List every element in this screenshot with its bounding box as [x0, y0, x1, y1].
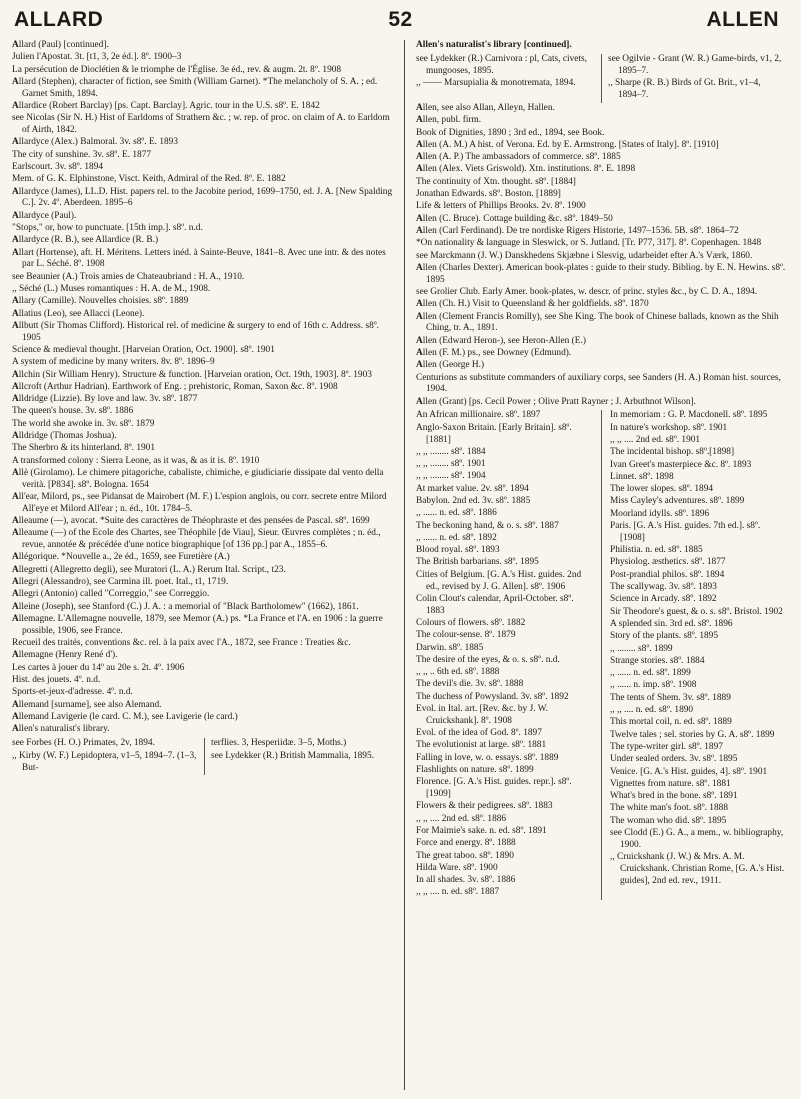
catalogue-entry: Recueil des traités, conventions &c. rel. à la paix avec l'A., 1872, see France : Treaties &c.	[12, 638, 351, 649]
work-entry: Under sealed orders. 3v. s8º. 1895	[610, 754, 738, 765]
catalogue-entry: Allen (Grant) [ps. Cecil Power ; Olive Pratt Rayner ; J. Arbuthnot Wilson].	[416, 396, 696, 407]
work-entry: An African millionaire. s8º. 1897	[416, 410, 541, 421]
work-entry: The evolutionist at large. s8º. 1881	[416, 740, 547, 751]
catalogue-entry: Allary (Camille). Nouvelles choisies. s8º. 1889	[12, 296, 189, 307]
catalogue-entry: Allen's naturalist's library.	[12, 724, 110, 735]
catalogue-entry: Allart (Hortense), aft. H. Méritens. Letters inéd. à Sainte-Beuve, 1841–8. Avec une intr. & des notes par L. Séché. 8º. 1908	[12, 247, 386, 270]
work-entry: The lower slopes. s8º. 1894	[610, 484, 714, 495]
catalogue-entry: The city of sunshine. 3v. s8º. E. 1877	[12, 149, 152, 160]
catalogue-entry: Allatius (Leo), see Allacci (Leone).	[12, 308, 145, 319]
work-entry: The duchess of Powysland. 3v. s8º. 1892	[416, 691, 569, 702]
work-entry: Cities of Belgium. [G. A.'s Hist. guides. 2nd ed., revised by J. G. Allen]. s8º. 1906	[416, 569, 582, 592]
work-entry: Story of the plants. s8º. 1895	[610, 631, 719, 642]
catalogue-entry: Alldridge (Lizzie). By love and law. 3v. s8º. 1877	[12, 394, 198, 405]
right-top-subcolumns	[416, 54, 786, 103]
catalogue-entry: Allen (A. P.) The ambassadors of commerce. s8º. 1885	[416, 152, 621, 163]
work-entry: ,, ,, .... n. ed. s8º. 1890	[610, 705, 694, 716]
catalogue-entry: Allardyce (R. B.), see Allardice (R. B.)	[12, 235, 159, 246]
work-entry: Force and energy. 8º. 1888	[416, 838, 516, 849]
sub-entry: ,, Kirby (W. F.) Lepidoptera, v1–5, 1894–7. (1–3, But-	[12, 750, 197, 773]
work-entry: see Clodd (E.) G. A., a mem., w. bibliography, 1900.	[610, 828, 784, 850]
work-entry: Physiolog. æsthetics. s8º. 1877	[610, 557, 726, 568]
work-entry: Colin Clout's calendar, April-October. s8º. 1883	[416, 593, 574, 616]
work-entry: Miss Cayley's adventures. s8º. 1899	[610, 496, 745, 507]
catalogue-entry: The world she awoke in. 3v. s8º. 1879	[12, 418, 155, 429]
catalogue-entry: The Sherbro & its hinterland. 8º. 1901	[12, 443, 156, 454]
catalogue-entry: Sports-et-jeux-d'adresse. 4º. n.d.	[12, 687, 133, 698]
work-entry: ,, ,, .... 2nd ed. s8º. 1901	[610, 435, 701, 445]
sub-entry: see Forbes (H. O.) Primates, 2v, 1894.	[12, 737, 155, 748]
catalogue-entry: Allard (Stephen), character of fiction, see Smith (William Garnet). *The melancholy of S. A. ; ed. Garnet Smith, 1894.	[12, 76, 378, 99]
work-entry: The colour-sense. 8º. 1879	[416, 630, 516, 641]
work-entry: ,, ........ s8º. 1899	[610, 643, 673, 654]
work-entry: Science in Arcady. s8º. 1892	[610, 594, 717, 605]
catalogue-entry: Allegretti (Allegretto degli), see Muratori (L. A.) Rerum Ital. Script., t23.	[12, 564, 286, 575]
catalogue-entry: Allégorique. *Nouvelle a., 2e éd., 1659, see Furetière (A.)	[12, 552, 230, 563]
work-entry: Evol. of the idea of God. 8º. 1897	[416, 728, 542, 739]
work-entry: ,, ,, .. 6th ed. s8º. 1888	[416, 667, 500, 678]
left-subcolumn-1	[12, 738, 204, 775]
work-entry: Colours of flowers. s8º. 1882	[416, 617, 526, 628]
catalogue-entry: Allemagne (Henry René d').	[12, 650, 118, 661]
work-entry: For Maimie's sake. n. ed. s8º. 1891	[416, 826, 547, 836]
work-entry: Flowers & their pedigrees. s8º. 1883	[416, 801, 553, 812]
catalogue-entry: Allard (Paul) [continued].	[12, 40, 109, 50]
works-subcolumn-1	[416, 410, 601, 899]
work-entry: Blood royal. s8º. 1893	[416, 545, 500, 556]
catalogue-entry: Alldridge (Thomas Joshua).	[12, 431, 117, 441]
catalogue-entry: "Stops," or, how to punctuate. [15th imp.]. s8º. n.d.	[12, 222, 203, 233]
work-entry: What's bred in the bone. s8º. 1891	[610, 791, 738, 802]
work-entry: ,, ,, ........ s8º. 1901	[416, 459, 486, 470]
catalogue-entry: Allardyce (James), LL.D. Hist. papers rel. to the Jacobite period, 1699–1750, ed. J. A. [New Spalding C.]. 2v. 4º. Aberdeen. 1895–6	[12, 186, 393, 209]
running-head-left: ALLARD	[14, 8, 104, 31]
catalogue-entry: Allardice (Robert Barclay) [ps. Capt. Barclay]. Agric. tour in the U.S. s8º. E. 1842	[12, 100, 320, 111]
catalogue-entry: Earlscourt. 3v. s8º. 1894	[12, 161, 104, 172]
left-subcolumns	[12, 738, 396, 775]
catalogue-entry: Allen, publ. firm.	[416, 115, 482, 126]
catalogue-entry: The continuity of Xtn. thought. s8º. [1884]	[416, 176, 576, 187]
catalogue-entry: Mem. of G. K. Elphinstone, Visct. Keith, Admiral of the Red. 8º. E. 1882	[12, 174, 286, 185]
work-entry: Sir Theodore's guest, & o. s. s8º. Bristol. 1902	[610, 606, 783, 617]
work-entry: Vignettes from nature. s8º. 1881	[610, 778, 731, 789]
sub-entry: see Lydekker (R.) British Mammalia, 1895.	[211, 750, 374, 761]
work-entry: ,, ...... n. imp. s8º. 1908	[610, 680, 697, 691]
work-entry: ,, ...... n. ed. s8º. 1899	[610, 668, 691, 679]
catalogue-entry: Centurions as substitute commanders of auxiliary corps, see Sanders (H. A.) Roman hist. sources, 1904.	[416, 372, 781, 395]
catalogue-entry: Allen (Carl Ferdinand). De tre nordiske Rigers Historie, 1497–1536. 5B. s8º. 1864–72	[416, 225, 739, 236]
work-entry: ,, ...... n. ed. s8º. 1886	[416, 508, 497, 519]
left-entries	[12, 40, 396, 736]
work-entry: Darwin. s8º. 1885	[416, 642, 484, 653]
catalogue-entry: Book of Dignities, 1890 ; 3rd ed., 1894, see Book.	[416, 127, 605, 138]
work-entry: Linnet. s8º. 1898	[610, 471, 674, 482]
work-entry: The incidental bishop. s8º.[1898]	[610, 447, 735, 458]
page-number: 52	[388, 8, 413, 31]
work-entry: The desire of the eyes, & o. s. s8º. n.d.	[416, 654, 560, 665]
catalogue-entry: The queen's house. 3v. s8º. 1886	[12, 406, 134, 417]
catalogue-entry: Julien l'Apostat. 3t. [t1, 3, 2e éd.]. 8º. 1900–3	[12, 52, 182, 63]
catalogue-entry: Hist. des jouets. 4º. n.d.	[12, 674, 101, 685]
catalogue-entry: Alleaume (—), avocat. *Suite des caractères de Théophraste et des pensées de Pascal. s8º. 1699	[12, 516, 370, 527]
work-entry: Babylon. 2nd ed. 3v. s8º. 1885	[416, 495, 531, 506]
catalogue-entry: Allen (Clement Francis Romilly), see She King. The book of Chinese ballads, known as the Shih Ching, tr. A., 1891.	[416, 311, 779, 334]
catalogue-entry: Allchin (Sir William Henry). Structure & function. [Harveian oration, Oct. 19th, 1903]. 8º. 1903	[12, 369, 372, 380]
catalogue-entry: see Beaunier (A.) Trois amies de Chateaubriand : H. A., 1910.	[12, 271, 245, 282]
work-entry: The type-writer girl. s8º. 1897	[610, 741, 723, 752]
right-top-subcolumn-2	[601, 54, 786, 103]
right-entries	[416, 103, 786, 408]
catalogue-entry: Allen (A. M.) A hist. of Verona. Ed. by E. Armstrong. [States of Italy]. 8º. [1910]	[416, 139, 719, 150]
work-entry: Twelve tales ; sel. stories by G. A. s8º. 1899	[610, 729, 775, 740]
work-entry: Anglo-Saxon Britain. [Early Britain]. s8º. [1881]	[416, 422, 572, 445]
catalogue-entry: Les cartes à jouer du 14º au 20e s. 2t. 4º. 1906	[12, 662, 185, 673]
catalogue-entry: Allen (Alex. Viets Griswold). Xtn. institutions. 8º. E. 1898	[416, 164, 636, 175]
catalogue-entry: Life & letters of Phillips Brooks. 2v. 8º. 1900	[416, 201, 586, 212]
catalogue-entry: Allemand Lavigerie (le card. C. M.), see Lavigerie (le card.)	[12, 711, 238, 722]
works-subcolumn-2	[601, 410, 786, 899]
catalogue-entry: Allen (Edward Heron-), see Heron-Allen (E.)	[416, 335, 586, 346]
catalogue-entry: Allegri (Alessandro), see Carmina ill. poet. Ital., t1, 1719.	[12, 577, 229, 588]
catalogue-entry: Alleine (Joseph), see Stanford (C.) J. A. : a memorial of "Black Bartholomew" (1662), 1861.	[12, 601, 359, 612]
catalogue-entry: see Grolier Club. Early Amer. book-plates, w. descr. of princ. styles &c., by C. D. A., 1894.	[416, 286, 758, 297]
catalogue-entry: Allbutt (Sir Thomas Clifford). Historical rel. of medicine & surgery to end of 16th c. Address. s8º. 1905	[12, 320, 379, 343]
work-entry: The beckoning hand, & o. s. s8º. 1887	[416, 520, 559, 531]
right-column	[416, 40, 786, 900]
catalogue-entry: A transformed colony : Sierra Leone, as it was, & as it is. 8º. 1910	[12, 455, 260, 466]
catalogue-entry: *On nationality & language in Sleswick, or S. Jutland. [Tr. P77, 317]. 8º. Copenhagen. 1848	[416, 238, 762, 249]
catalogue-entry: see Marckmann (J. W.) Danskhedens Skjæbne i Slesvig, udarbeidet efter A.'s Værk, 1860.	[416, 250, 753, 261]
work-entry: The woman who did. s8º. 1895	[610, 815, 727, 826]
work-entry: Evol. in Ital. art. [Rev. &c. by J. W. Cruickshank]. 8º. 1908	[416, 704, 549, 726]
work-entry: ,, ,, ........ s8º. 1904	[416, 471, 486, 482]
work-entry: Strange stories. s8º. 1884	[610, 655, 705, 666]
catalogue-entry: Allemand [surname], see also Alemand.	[12, 699, 162, 710]
running-head-right: ALLEN	[706, 8, 779, 31]
column-divider	[404, 40, 405, 1090]
sub-entry: see Ogilvie - Grant (W. R.) Game-birds, v1, 2, 1895–7.	[608, 53, 782, 76]
catalogue-entry: Jonathan Edwards. s8º. Boston. [1889]	[416, 189, 561, 200]
work-entry: The white man's foot. s8º. 1888	[610, 803, 728, 814]
catalogue-entry: All'ear, Milord, ps., see Pidansat de Mairobert (M. F.) L'espion anglois, ou corr. secrete entre Milord All'eye et Milord All'ear ; n. éd., 10t. 1784–5.	[12, 491, 387, 514]
work-entry: ,, ,, .... n. ed. s8º. 1887	[416, 887, 500, 898]
work-entry: ,, ,, ........ s8º. 1884	[416, 446, 486, 457]
work-entry: Ivan Greet's masterpiece &c. 8º. 1893	[610, 459, 752, 470]
sub-entry: ,, Sharpe (R. B.) Birds of Gt. Brit., v1–4, 1894–7.	[608, 78, 761, 101]
sub-entry: terflies. 3, Hesperiidæ. 3–5, Moths.)	[211, 737, 347, 748]
catalogue-entry: Allemagne. L'Allemagne nouvelle, 1879, see Memor (A.) ps. *La France et l'A. en 1906 : la guerre possible, 1906, see France.	[12, 613, 383, 636]
work-entry: Moorland idylls. s8º. 1896	[610, 508, 710, 519]
work-entry: Falling in love, w. o. essays. s8º. 1889	[416, 752, 559, 763]
sub-entry: ,, —— Marsupialia & monotremata, 1894.	[416, 78, 576, 89]
work-entry: Venice. [G. A.'s Hist. guides, 4]. s8º. 1901	[610, 766, 768, 777]
catalogue-entry: Science & medieval thought. [Harveian Oration, Oct. 1900]. s8º. 1901	[12, 344, 275, 355]
work-entry: The great taboo. s8º. 1890	[416, 850, 514, 861]
catalogue-entry: Allegri (Antonio) called "Correggio," see Correggio.	[12, 589, 210, 600]
work-entry: Florence. [G. A.'s Hist. guides. repr.]. s8º. [1909]	[416, 777, 572, 800]
work-entry: Flashlights on nature. s8º. 1899	[416, 765, 534, 776]
work-entry: Post-prandial philos. s8º. 1894	[610, 569, 725, 580]
work-entry: Hilda Ware. s8º. 1900	[416, 862, 498, 873]
catalogue-entry: Allen (Ch. H.) Visit to Queensland & her goldfields. s8º. 1870	[416, 299, 649, 310]
catalogue-entry: A system of medicine by many writers. 8v. 8º. 1896–9	[12, 357, 215, 368]
work-entry: This mortal coil, n. ed. s8º. 1889	[610, 717, 732, 728]
catalogue-entry: Allardyce (Alex.) Balmoral. 3v. s8º. E. 1893	[12, 137, 179, 148]
catalogue-entry: La persécution de Dioclétien & le triomphe de l'Église. 3e éd., rev. & augm. 2t. 8º. 1908	[12, 64, 342, 75]
right-top-subcolumn-1	[416, 54, 601, 103]
catalogue-entry: see Nicolas (Sir N. H.) Hist of Earldoms of Strathern &c. ; w. rep. of proc. on claim of A. to Earldom of Airth, 1842.	[12, 113, 390, 136]
work-entry: In all shades. 3v. s8º. 1886	[416, 875, 516, 886]
left-column	[12, 40, 396, 775]
continued-heading: Allen's naturalist's library [continued].	[416, 40, 572, 50]
work-entry: A splended sin. 3rd ed. s8º. 1896	[610, 618, 733, 629]
work-entry: In memoriam : G. P. Macdonell. s8º. 1895	[610, 410, 768, 421]
work-entry: Philistia. n. ed. s8º. 1885	[610, 545, 703, 556]
catalogue-entry: ,, Séché (L.) Muses romantiques : H. A. de M., 1908.	[12, 283, 211, 294]
catalogue-entry: Allen (C. Bruce). Cottage building &c. s8º. 1849–50	[416, 213, 613, 224]
work-entry: Paris. [G. A.'s Hist. guides. 7th ed.]. s8º. [1908]	[610, 521, 761, 543]
catalogue-entry: Allen, see also Allan, Alleyn, Hallen.	[416, 102, 555, 113]
work-entry: ,, Cruickshank (J. W.) & Mrs. A. M. Cruickshank. Christian Rome, [G. A.'s Hist. guides], 2nd ed. rev., 1911.	[610, 852, 785, 886]
catalogue-entry: Allcroft (Arthur Hadrian). Earthwork of Eng. ; prehistoric, Roman, Saxon &c. 8º. 1908	[12, 381, 338, 392]
work-entry: In nature's workshop. s8º. 1901	[610, 422, 728, 433]
catalogue-entry: Allè (Girolamo). Le chimere pitagoriche, cabaliste, chimiche, e giudiciarie dissipate dal vento della verità. [P834]. s8º. Bologna. 1654	[12, 467, 384, 490]
catalogue-entry: Allen (F. M.) ps., see Downey (Edmund).	[416, 347, 572, 358]
catalogue-entry: Allen (George H.)	[416, 360, 485, 371]
work-entry: The tents of Shem. 3v. s8º. 1889	[610, 692, 731, 703]
work-entry: The devil's die. 3v. s8º. 1888	[416, 679, 524, 690]
left-subcolumn-2	[204, 738, 396, 775]
catalogue-entry: Allardyce (Paul).	[12, 210, 77, 221]
work-entry: ,, ,, .... 2nd ed. s8º. 1886	[416, 813, 507, 824]
grant-allen-works	[416, 410, 786, 899]
catalogue-entry: Allen (Charles Dexter). American book-plates : guide to their study. Bibliog. by E. N. Hewins. s8º. 1895	[416, 262, 786, 285]
work-entry: The British barbarians. s8º. 1895	[416, 557, 539, 568]
work-entry: The scallywag. 3v. s8º. 1893	[610, 582, 717, 593]
work-entry: At market value. 2v. s8º. 1894	[416, 483, 529, 494]
sub-entry: see Lydekker (R.) Carnivora : pl, Cats, civets, mungooses, 1895.	[416, 53, 587, 76]
work-entry: ,, ...... n. ed. s8º. 1892	[416, 532, 497, 543]
catalogue-entry: Alleaume (—) of the Ecole des Chartes, see Théophile [de Viau], Sieur. Œuvres complètes ; n. éd., revue, annotée & précédée d'une notice biographique [of 136 pp.] par A., 1855–6.	[12, 528, 381, 551]
